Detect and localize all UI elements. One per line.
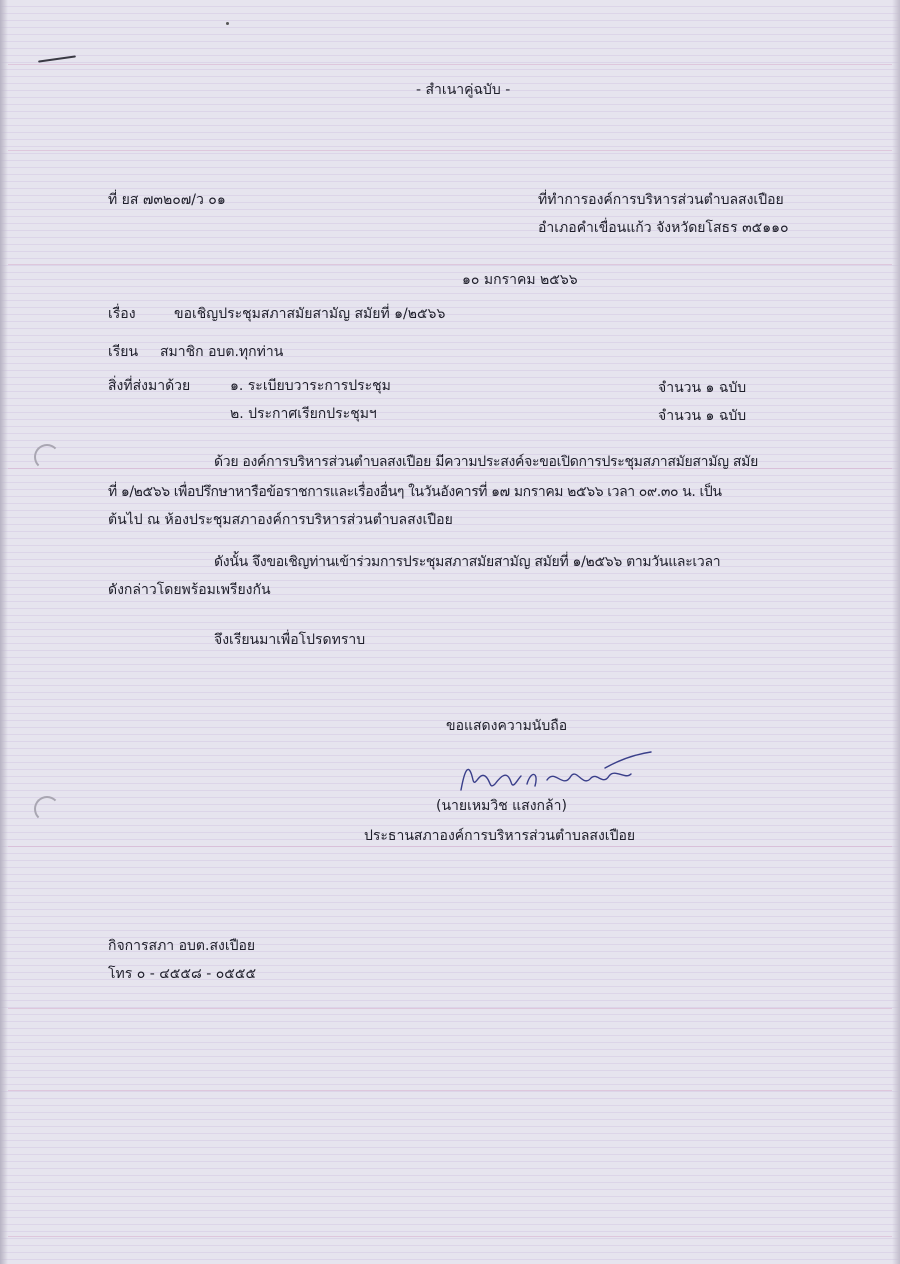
enclosure-quantity: จำนวน ๑ ฉบับ <box>658 408 747 424</box>
document-number: ที่ ยส ๗๓๒๐๗/ว ๐๑ <box>108 192 226 208</box>
footer-phone: โทร ๐ - ๔๕๕๘ - ๐๕๕๕ <box>108 966 257 982</box>
recipient-text: สมาชิก อบต.ทุกท่าน <box>160 344 284 360</box>
closing-sentence: จึงเรียนมาเพื่อโปรดทราบ <box>214 632 366 648</box>
copy-mark: - สำเนาคู่ฉบับ - <box>416 82 511 98</box>
punch-hole-mark <box>34 796 60 822</box>
enclosure-item: ๒. ประกาศเรียกประชุมฯ <box>230 406 377 422</box>
pen-mark <box>38 55 76 62</box>
enclosure-label: สิ่งที่ส่งมาด้วย <box>108 378 191 394</box>
body-paragraph-1-line-2: ที่ ๑/๒๕๖๖ เพื่อปรึกษาหารือข้อราชการและเรื่องอื่นๆ ในวันอังคารที่ ๑๗ มกราคม ๒๕๖๖ เวลา ๐๙.๓๐ น. เป็น <box>108 484 722 500</box>
body-paragraph-1-line-1: ด้วย องค์การบริหารส่วนตำบลสงเปือย มีความประสงค์จะขอเปิดการประชุมสภาสมัยสามัญ สมัย <box>214 454 758 470</box>
recipient-label: เรียน <box>108 344 139 360</box>
regards-text: ขอแสดงความนับถือ <box>446 718 568 734</box>
subject-label: เรื่อง <box>108 306 136 322</box>
document-date: ๑๐ มกราคม ๒๕๖๖ <box>462 272 578 288</box>
ink-dot <box>226 22 229 25</box>
body-paragraph-1-line-3: ต้นไป ณ ห้องประชุมสภาองค์การบริหารส่วนตำบลสงเปือย <box>108 512 453 528</box>
address-line-2: อำเภอคำเขื่อนแก้ว จังหวัดยโสธร ๓๕๑๑๐ <box>538 220 789 236</box>
body-paragraph-2-line-1: ดังนั้น จึงขอเชิญท่านเข้าร่วมการประชุมสภาสมัยสามัญ สมัยที่ ๑/๒๕๖๖ ตามวันและเวลา <box>214 554 721 570</box>
signer-position: ประธานสภาองค์การบริหารส่วนตำบลสงเปือย <box>364 828 636 844</box>
handwritten-signature <box>455 750 655 800</box>
enclosure-quantity: จำนวน ๑ ฉบับ <box>658 380 747 396</box>
enclosure-item: ๑. ระเบียบวาระการประชุม <box>230 378 391 394</box>
signer-name: (นายเหมวิช แสงกล้า) <box>436 798 567 814</box>
punch-hole-mark <box>34 444 60 470</box>
body-paragraph-2-line-2: ดังกล่าวโดยพร้อมเพรียงกัน <box>108 582 271 598</box>
address-line-1: ที่ทำการองค์การบริหารส่วนตำบลสงเปือย <box>538 192 784 208</box>
subject-text: ขอเชิญประชุมสภาสมัยสามัญ สมัยที่ ๑/๒๕๖๖ <box>174 306 446 322</box>
footer-office: กิจการสภา อบต.สงเปือย <box>108 938 256 954</box>
